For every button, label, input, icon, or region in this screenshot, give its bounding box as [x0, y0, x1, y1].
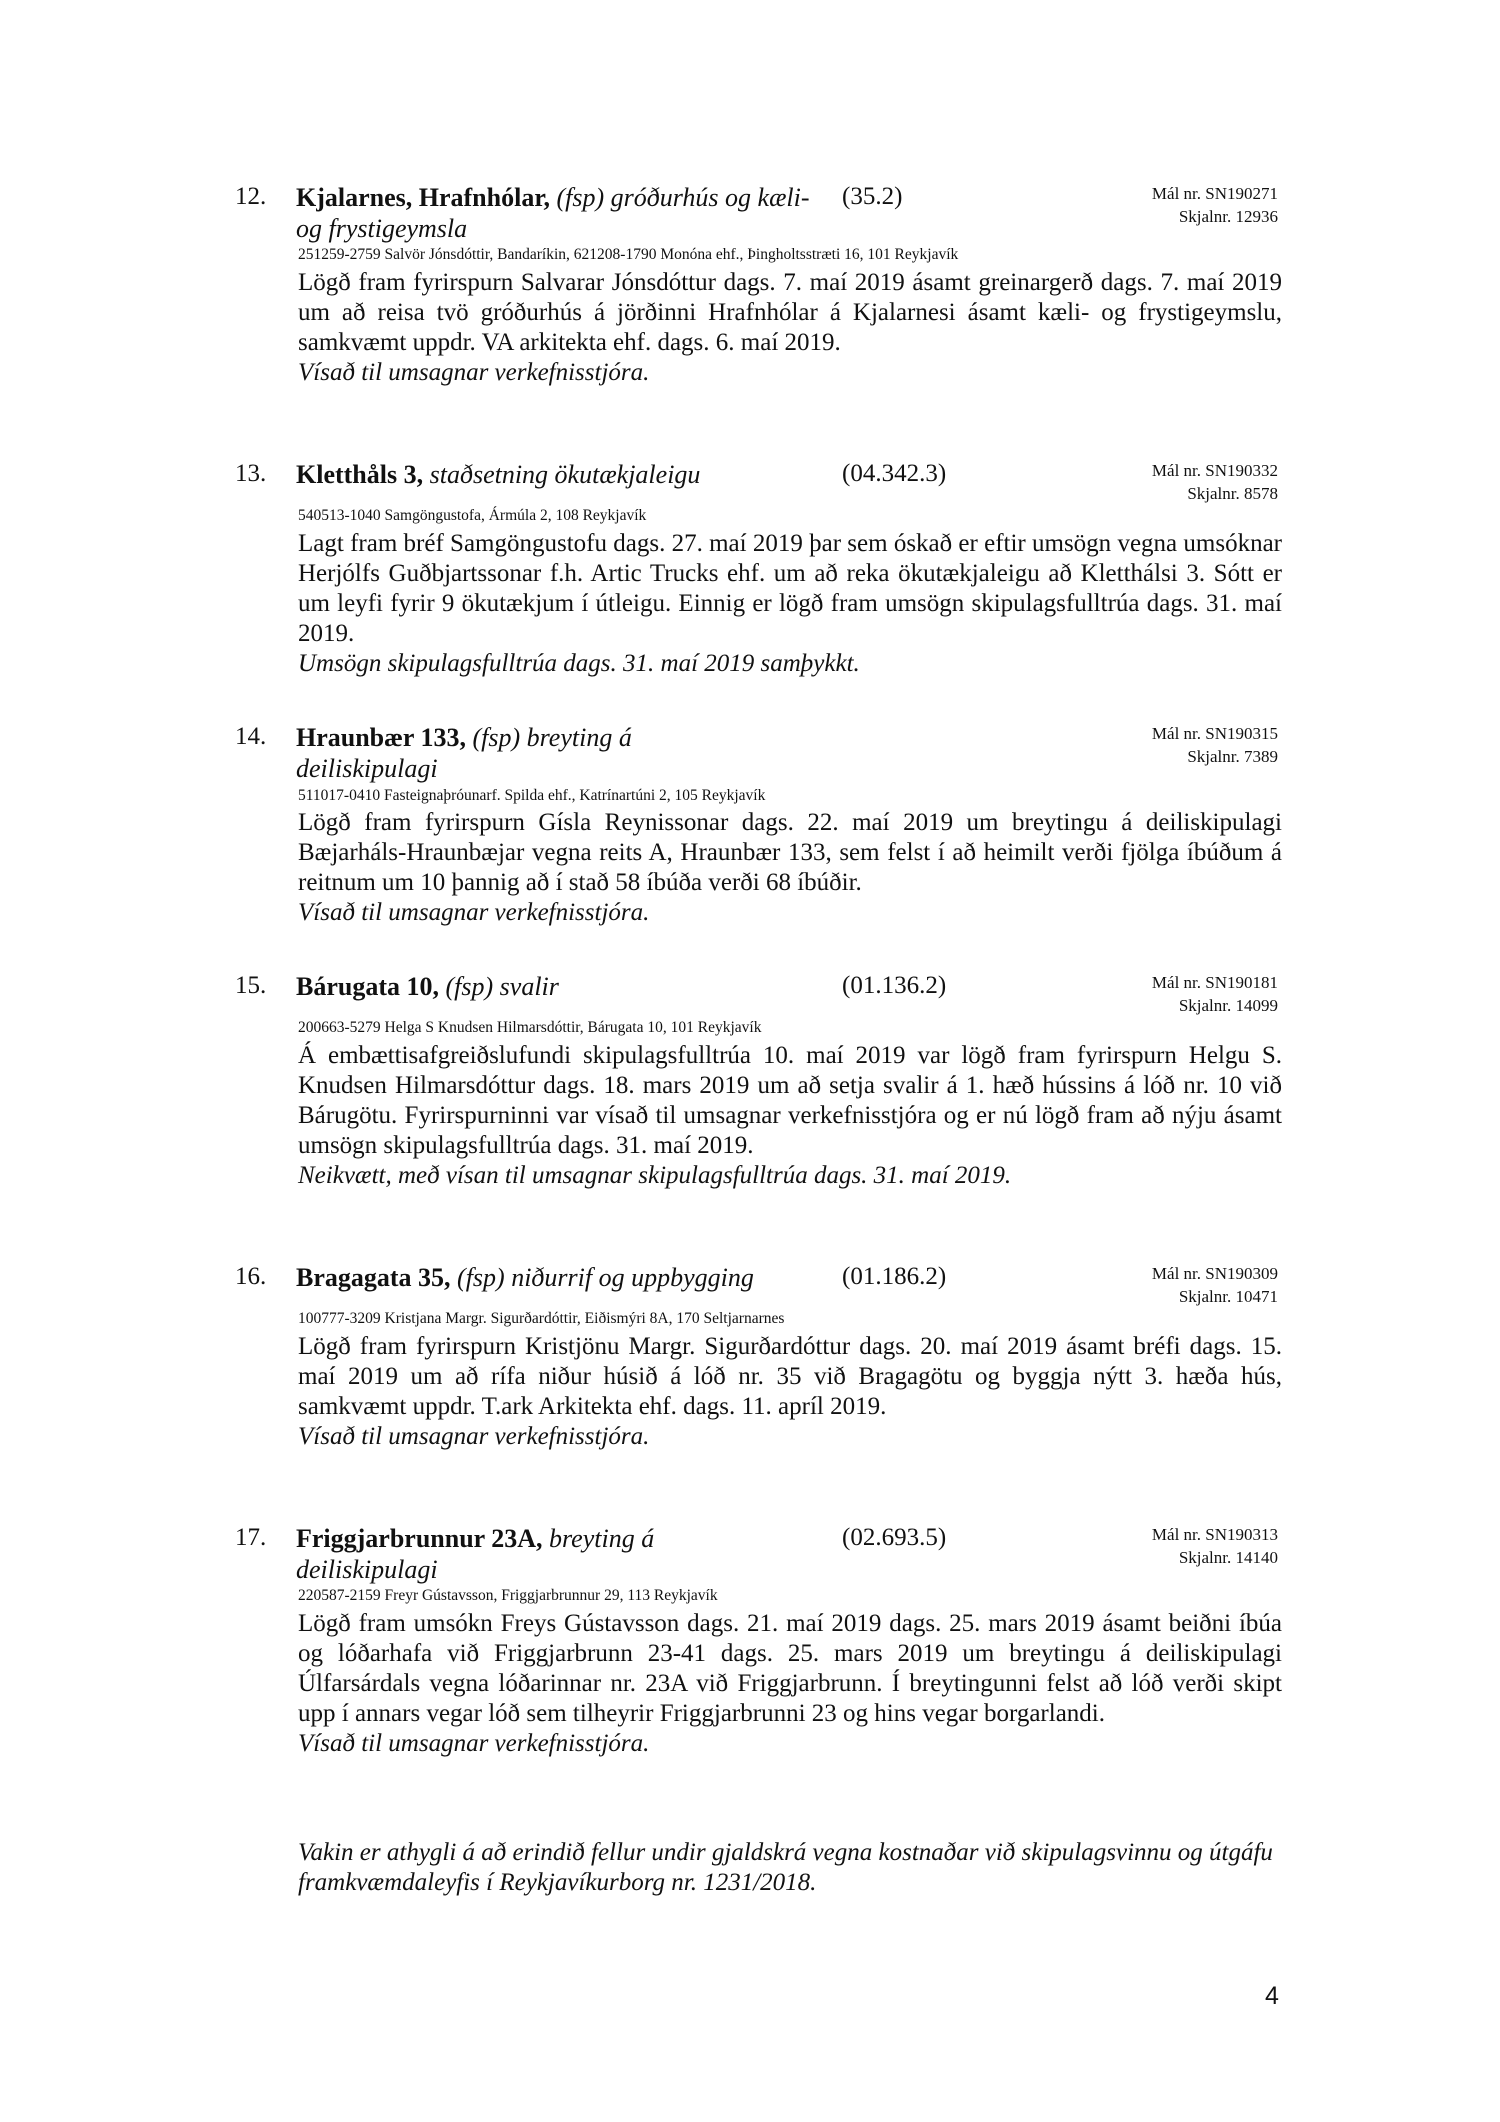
item-title	[296, 971, 826, 1002]
item-subject: (fsp) svalir	[445, 972, 559, 1001]
item-owner: 251259-2759 Salvör Jónsdóttir, Bandaríkin, 621208-1790 Monóna ehf., Þingholtsstræti 16, 101 Reykjavík	[298, 246, 959, 263]
item-body	[298, 1332, 1282, 1452]
item-number: 17.	[235, 1524, 267, 1551]
item-code: (01.186.2)	[842, 1263, 947, 1290]
item-subject: staðsetning ökutækjaleigu	[429, 460, 701, 489]
item-body	[298, 529, 1282, 679]
case-number: Mál nr. SN190309	[1151, 1264, 1278, 1283]
item-owner: 511017-0410 Fasteignaþróunarf. Spilda ehf., Katrínartúni 2, 105 Reykjavík	[298, 787, 766, 804]
agenda-item	[0, 971, 1500, 1189]
item-code: (04.342.3)	[842, 460, 947, 487]
agenda-item	[0, 1262, 1500, 1450]
item-name: Kjalarnes, Hrafnhólar,	[296, 183, 550, 212]
item-references	[1152, 459, 1278, 505]
item-body	[298, 808, 1282, 928]
item-resolution: Vísað til umsagnar verkefnisstjóra.	[298, 1730, 650, 1757]
item-references	[1152, 1262, 1278, 1308]
item-name: Kletthåls 3,	[296, 460, 424, 489]
file-number: Skjalnr. 8578	[1187, 484, 1278, 503]
item-resolution: Neikvætt, með vísan til umsagnar skipulagsfulltrúa dags. 31. maí 2019.	[298, 1162, 1012, 1189]
file-number: Skjalnr. 10471	[1178, 1287, 1278, 1306]
item-name: Hraunbær 133,	[296, 723, 466, 752]
item-title	[296, 1262, 826, 1293]
item-subject: (fsp) niðurrif og uppbygging	[457, 1263, 754, 1292]
item-number: 15.	[235, 972, 267, 999]
item-name: Bárugata 10,	[296, 972, 439, 1001]
item-resolution: Umsögn skipulagsfulltrúa dags. 31. maí 2019 samþykkt.	[298, 650, 860, 677]
agenda-item	[0, 1523, 1500, 1757]
agenda-item	[0, 722, 1500, 926]
case-number: Mál nr. SN190315	[1151, 724, 1278, 743]
item-references	[1152, 182, 1278, 228]
agenda-item	[0, 459, 1500, 677]
item-text: Lögð fram fyrirspurn Gísla Reynissonar dags. 22. maí 2019 um breytingu á deiliskipulagi Bæjarháls-Hraunbæjar vegna reits A, Hraunbær 133, sem felst í að heimilt verði fjölga íbúðum á reitnum um 10 þannig að í stað 58 íbúða verði 68 íbúðir.	[298, 809, 1282, 896]
item-subject: (fsp) breyting á deiliskipulagi	[296, 723, 632, 783]
item-code: (01.136.2)	[842, 972, 947, 999]
page-number: 4	[1265, 1982, 1279, 2010]
item-title	[296, 182, 826, 244]
item-title	[296, 722, 696, 784]
item-name: Friggjarbrunnur 23A,	[296, 1524, 543, 1553]
item-text: Á embættisafgreiðslufundi skipulagsfulltrúa 10. maí 2019 var lögð fram fyrirspurn Helgu S. Knudsen Hilmarsdóttur dags. 18. mars 2019 um að setja svalir á 1. hæð hússins á lóð nr. 10 við Bárugötu. Fyrirspurninni var vísað til umsagnar verkefnisstjóra og er nú lögð fram að nýju ásamt umsögn skipulagsfulltrúa dags. 31. maí 2019.	[298, 1042, 1282, 1159]
item-name: Bragagata 35,	[296, 1263, 451, 1292]
item-code: (02.693.5)	[842, 1524, 947, 1551]
item-number: 13.	[235, 460, 267, 487]
item-body	[298, 1609, 1282, 1759]
item-owner: 100777-3209 Kristjana Margr. Sigurðardóttir, Eiðismýri 8A, 170 Seltjarnarnes	[298, 1310, 785, 1327]
item-title	[296, 1523, 716, 1585]
item-body	[298, 268, 1282, 388]
item-body	[298, 1041, 1282, 1191]
item-subject: (fsp) gróðurhús og kæli- og frystigeymsla	[296, 183, 810, 243]
item-number: 12.	[235, 183, 267, 210]
item-text: Lögð fram umsókn Freys Gústavsson dags. 21. maí 2019 dags. 25. mars 2019 ásamt beiðni íbúa og lóðarhafa við Friggjarbrunn 23-41 dags. 25. mars 2019 um breytingu á deiliskipulagi Úlfarsárdals vegna lóðarinnar nr. 23A við Friggjarbrunn. Í breytingunni felst að lóð verði skipt upp í annars vegar lóð sem tilheyrir Friggjarbrunni 23 og hins vegar borgarlandi.	[298, 1610, 1282, 1727]
item-owner: 540513-1040 Samgöngustofa, Ármúla 2, 108 Reykjavík	[298, 507, 647, 524]
item-resolution: Vísað til umsagnar verkefnisstjóra.	[298, 899, 650, 926]
fee-note: Vakin er athygli á að erindið fellur undir gjaldskrá vegna kostnaðar við skipulagsvinnu og útgáfu framkvæmdaleyfis í Reykjavíkurborg nr. 1231/2018.	[298, 1839, 1273, 1896]
item-text: Lögð fram fyrirspurn Salvarar Jónsdóttur dags. 7. maí 2019 ásamt greinargerð dags. 7. maí 2019 um að reisa tvö gróðurhús á jörðinni Hrafnhólar á Kjalarnesi ásamt kæli- og frystigeymslu, samkvæmt uppdr. VA arkitekta ehf. dags. 6. maí 2019.	[298, 269, 1282, 356]
item-subject: breyting á deiliskipulagi	[296, 1524, 655, 1584]
item-references	[1152, 971, 1278, 1017]
case-number: Mál nr. SN190181	[1151, 973, 1278, 992]
item-text: Lögð fram fyrirspurn Kristjönu Margr. Sigurðardóttur dags. 20. maí 2019 ásamt bréfi dags. 15. maí 2019 um að rífa niður húsið á lóð nr. 35 við Bragagötu og byggja nýtt 3. hæða hús, samkvæmt uppdr. T.ark Arkitekta ehf. dags. 11. apríl 2019.	[298, 1333, 1282, 1420]
case-number: Mál nr. SN190313	[1151, 1525, 1278, 1544]
item-text: Lagt fram bréf Samgöngustofu dags. 27. maí 2019 þar sem óskað er eftir umsögn vegna umsóknar Herjólfs Guðbjartssonar f.h. Artic Trucks ehf. um að reka ökutækjaleigu að Kletthálsi 3. Sótt er um leyfi fyrir 9 ökutækjum í útleigu. Einnig er lögð fram umsögn skipulagsfulltrúa dags. 31. maí 2019.	[298, 530, 1282, 647]
item-number: 16.	[235, 1263, 267, 1290]
item-references	[1152, 722, 1278, 768]
file-number: Skjalnr. 12936	[1178, 207, 1278, 226]
case-number: Mál nr. SN190332	[1151, 461, 1278, 480]
item-number: 14.	[235, 723, 267, 750]
item-title	[296, 459, 826, 490]
item-owner: 200663-5279 Helga S Knudsen Hilmarsdóttir, Bárugata 10, 101 Reykjavík	[298, 1019, 762, 1036]
item-references	[1152, 1523, 1278, 1569]
file-number: Skjalnr. 7389	[1187, 747, 1278, 766]
item-owner: 220587-2159 Freyr Gústavsson, Friggjarbrunnur 29, 113 Reykjavík	[298, 1587, 718, 1604]
agenda-item	[0, 182, 1500, 386]
item-code: (35.2)	[842, 183, 903, 210]
item-resolution: Vísað til umsagnar verkefnisstjóra.	[298, 1423, 650, 1450]
item-resolution: Vísað til umsagnar verkefnisstjóra.	[298, 359, 650, 386]
file-number: Skjalnr. 14140	[1178, 1548, 1278, 1567]
case-number: Mál nr. SN190271	[1151, 184, 1278, 203]
file-number: Skjalnr. 14099	[1178, 996, 1278, 1015]
